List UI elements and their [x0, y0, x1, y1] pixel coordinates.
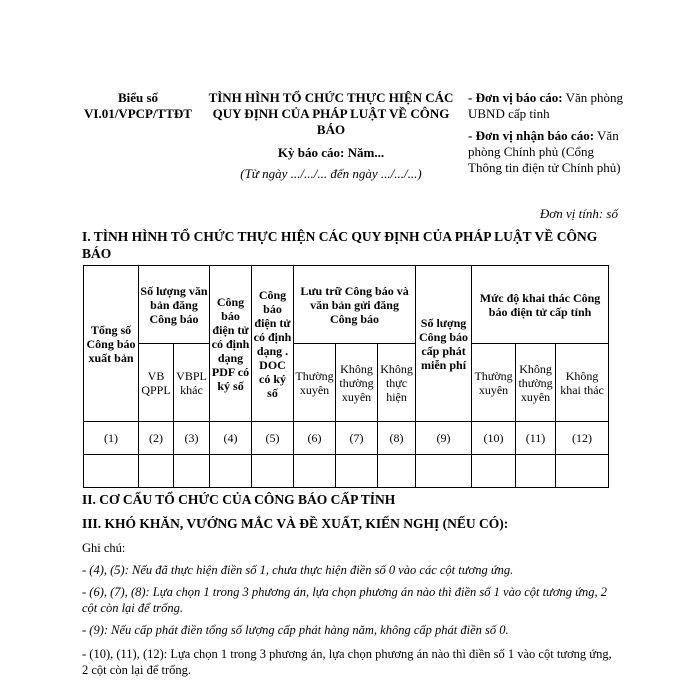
- column-number: (11): [516, 422, 556, 455]
- data-cell[interactable]: [516, 455, 556, 488]
- note-1: - (4), (5): Nếu đã thực hiện điền số 1, chưa thực hiện điền số 0 vào các cột tương ứng.: [82, 563, 514, 577]
- sub-exploit-irregular: Không thường xuyên: [516, 344, 556, 422]
- note-3: - (9): Nếu cấp phát điền tổng số lượng cấp phát hàng năm, không cấp phát điền số 0.: [82, 623, 509, 637]
- section-2-title: II. CƠ CẤU TỔ CHỨC CỦA CÔNG BÁO CẤP TỈNH: [82, 492, 396, 507]
- column-number: (7): [336, 422, 378, 455]
- col-docs-published-header: Số lượng văn bản đăng Công báo: [139, 266, 210, 344]
- reporting-unit: [468, 90, 628, 122]
- receiving-unit: [468, 128, 628, 176]
- column-number: (5): [252, 422, 294, 455]
- section-3-title: III. KHÓ KHĂN, VƯỚNG MẮC VÀ ĐỀ XUẤT, KIẾN NGHỊ (NẾU CÓ):: [82, 516, 509, 531]
- sub-exploit-none: Không khai thác: [556, 344, 609, 422]
- data-cell[interactable]: [252, 455, 294, 488]
- col-storage-header: Lưu trữ Công báo và văn bản gửi đăng Công báo: [294, 266, 416, 344]
- data-cell[interactable]: [556, 455, 609, 488]
- column-number: (12): [556, 422, 609, 455]
- column-number: (6): [294, 422, 336, 455]
- report-title: TÌNH HÌNH TỔ CHỨC THỰC HIỆN CÁC QUY ĐỊNH CỦA PHÁP LUẬT VỀ CÔNG BÁO: [208, 90, 454, 137]
- report-date-range: (Từ ngày .../.../... đến ngày .../.../...): [240, 166, 422, 181]
- data-cell[interactable]: [84, 455, 139, 488]
- data-cell[interactable]: [174, 455, 210, 488]
- sub-vbpl-other: VBPL khác: [174, 344, 210, 422]
- data-cell[interactable]: [336, 455, 378, 488]
- sub-storage-irregular: Không thường xuyên: [336, 344, 378, 422]
- receiving-unit-value: Văn phòng Chính phủ (Cổng Thông tin điện tử Chính phủ): [468, 128, 621, 175]
- reporting-unit-value: Văn phòng UBND cấp tỉnh: [468, 90, 624, 121]
- unit-of-measure: Đơn vị tính: số: [539, 206, 618, 221]
- data-cell[interactable]: [416, 455, 472, 488]
- report-period: Kỳ báo cáo: Năm...: [277, 145, 385, 160]
- data-cell[interactable]: [472, 455, 516, 488]
- data-entry-row: [84, 455, 609, 488]
- notes-label: Ghi chú:: [82, 541, 126, 555]
- column-number: (1): [84, 422, 139, 455]
- sub-storage-regular: Thường xuyên: [294, 344, 336, 422]
- sub-storage-none: Không thực hiện: [378, 344, 416, 422]
- col-pdf-signed-header: Công báo điện tử có định dạng PDF có ký số: [210, 266, 252, 422]
- col-total-issues-header: Tổng số Công báo xuất bản: [84, 266, 139, 422]
- report-table: [83, 265, 609, 488]
- column-number: (3): [174, 422, 210, 455]
- note-2: - (6), (7), (8): Lựa chọn 1 trong 3 phương án, lựa chọn phương án nào thì điền số 1 vào cột tương ứng, 2 cột còn lại để trống.: [82, 585, 607, 615]
- reporting-unit-label: - Đơn vị báo cáo:: [468, 90, 563, 105]
- column-number: (10): [472, 422, 516, 455]
- column-number: (9): [416, 422, 472, 455]
- sub-exploit-regular: Thường xuyên: [472, 344, 516, 422]
- note-4: - (10), (11), (12): Lựa chọn 1 trong 3 phương án, lựa chọn phương án nào thì điền số 1 vào cột tương ứng, 2 cột còn lại để trống.: [82, 647, 612, 677]
- data-cell[interactable]: [139, 455, 174, 488]
- column-number: (2): [139, 422, 174, 455]
- receiving-unit-label: - Đơn vị nhận báo cáo:: [468, 128, 595, 143]
- form-code: Biểu số VI.01/VPCP/TTĐT: [84, 90, 192, 121]
- column-number-row: [84, 422, 609, 455]
- col-free-distribution-header: Số lượng Công báo cấp phát miễn phí: [416, 266, 472, 422]
- data-cell[interactable]: [378, 455, 416, 488]
- col-doc-signed-header: Công báo điện tử có định dạng . DOC có ký số: [252, 266, 294, 422]
- data-cell[interactable]: [210, 455, 252, 488]
- sub-vb-qppl: VB QPPL: [139, 344, 174, 422]
- column-number: (4): [210, 422, 252, 455]
- section-1-title: I. TÌNH HÌNH TỔ CHỨC THỰC HIỆN CÁC QUY ĐỊNH CỦA PHÁP LUẬT VỀ CÔNG BÁO: [82, 229, 598, 261]
- data-cell[interactable]: [294, 455, 336, 488]
- col-exploitation-header: Mức độ khai thác Công báo điện tử cấp tỉnh: [472, 266, 609, 344]
- column-number: (8): [378, 422, 416, 455]
